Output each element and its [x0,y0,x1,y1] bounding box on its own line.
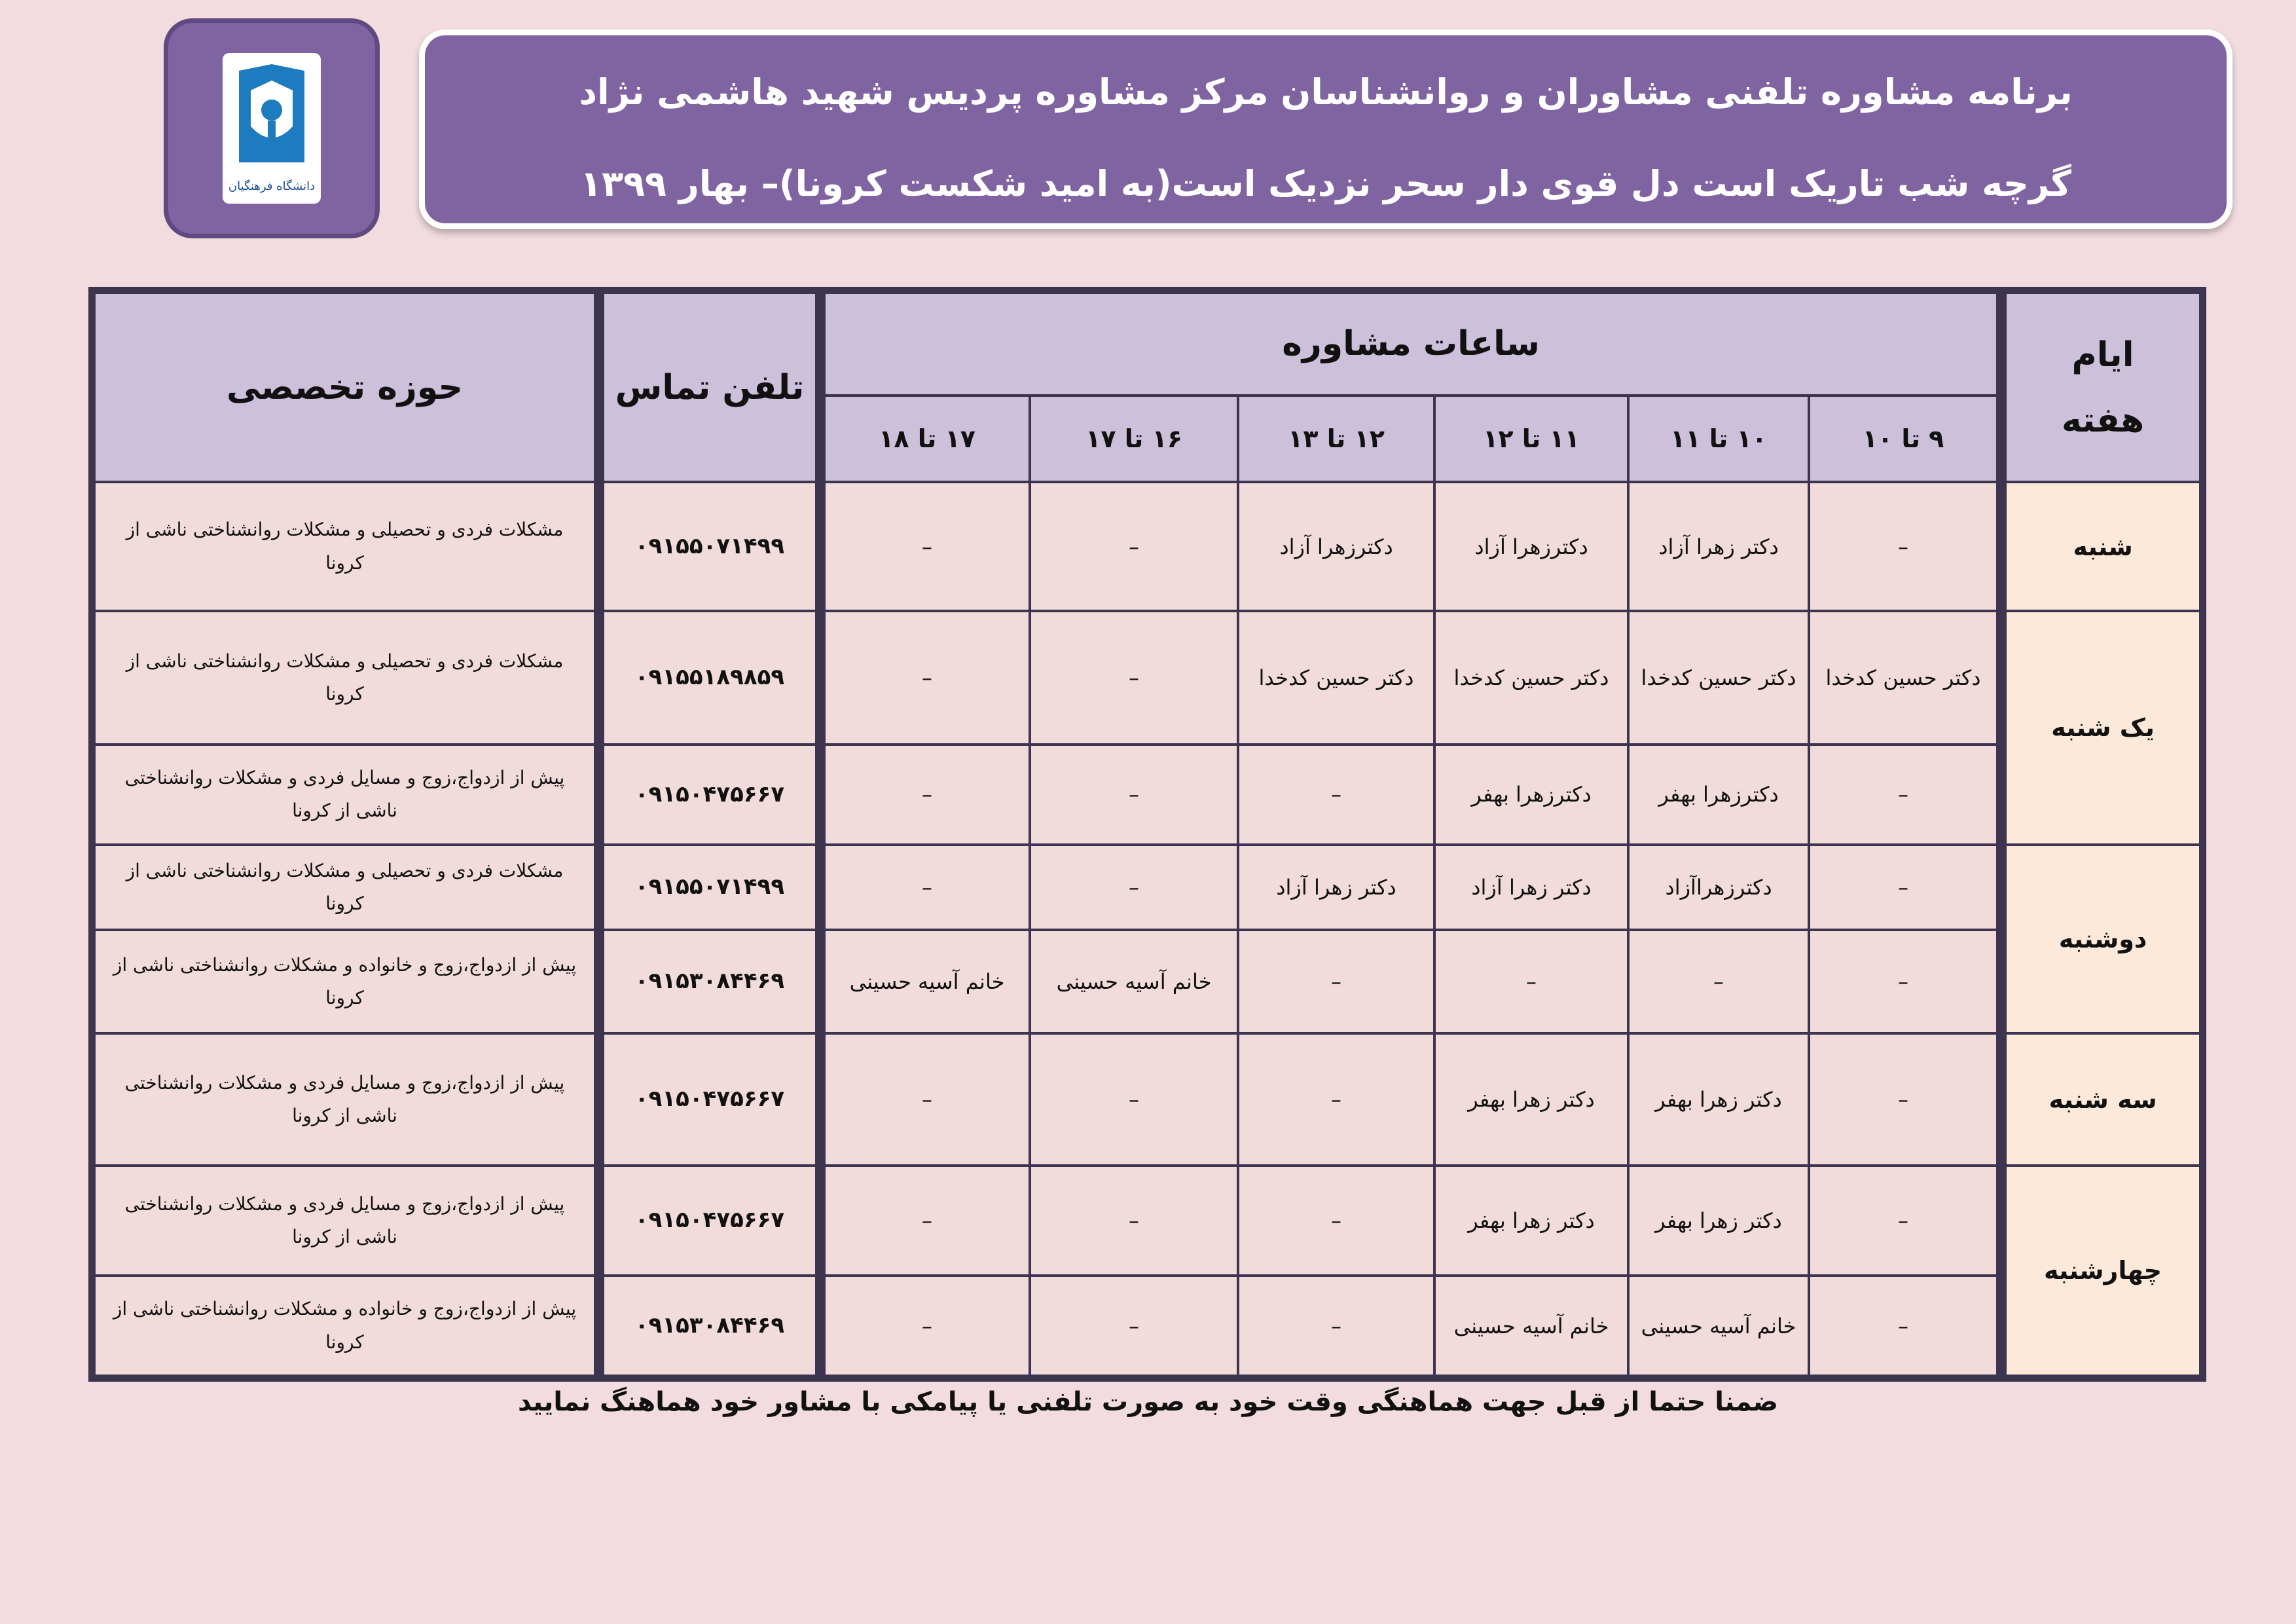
specialty-area: مشکلات فردی و تحصیلی و مشکلات روانشناختی ناشی از کرونا [94,482,595,611]
slot-cell: خانم آسیه حسینی [1628,1276,1809,1376]
phone-number: ۰۹۱۵۳۰۸۴۴۶۹ [595,1276,816,1376]
slot-cell: – [1238,1166,1434,1276]
schedule-table-frame [88,287,2206,1382]
header-days-line1: ایام [2071,335,2134,375]
slot-cell: – [816,845,1030,930]
slot-cell: دکترزهرا آزاد [1434,482,1628,611]
table-row [94,845,2200,930]
slot-cell: دکترزهرا بهفر [1434,745,1628,845]
slot-cell: دکتر زهرا آزاد [1238,845,1434,930]
slot-cell: دکتر زهرا بهفر [1434,1033,1628,1166]
title-banner [419,29,2232,229]
university-logo [164,18,380,238]
slot-cell: – [1809,1276,1997,1376]
slot-header: ۹ تا ۱۰ [1809,396,1997,482]
table-row [94,1033,2200,1166]
slot-cell: – [1238,745,1434,845]
logo-caption: دانشگاه فرهنگیان [228,179,316,193]
day-sunday: یک شنبه [1997,611,2200,845]
header-area: حوزه تخصصی [94,293,595,482]
phone-number: ۰۹۱۵۰۴۷۵۶۶۷ [595,745,816,845]
slot-cell: – [1809,482,1997,611]
slot-cell: – [816,1166,1030,1276]
specialty-area: پیش از ازدواج،زوج و مسایل فردی و مشکلات روانشناختی ناشی از کرونا [94,1033,595,1166]
phone-number: ۰۹۱۵۳۰۸۴۴۶۹ [595,930,816,1033]
slot-cell: – [1628,930,1809,1033]
slot-cell: – [1030,482,1238,611]
slot-cell: – [1809,845,1997,930]
header-days [1997,293,2200,482]
specialty-area: مشکلات فردی و تحصیلی و مشکلات روانشناختی ناشی از کرونا [94,845,595,930]
slot-cell: – [816,482,1030,611]
slot-cell: – [1238,1276,1434,1376]
slot-cell: دکتر زهرا بهفر [1434,1166,1628,1276]
table-row [94,482,2200,611]
slot-cell: – [816,1033,1030,1166]
specialty-area: پیش از ازدواج،زوج و مسایل فردی و مشکلات روانشناختی ناشی از کرونا [94,745,595,845]
page-subtitle: گرچه شب تاریک است دل قوی دار سحر نزدیک است(به امید شکست کرونا)– بهار ۱۳۹۹ [580,163,2071,204]
slot-cell: – [1434,930,1628,1033]
specialty-area: پیش از ازدواج،زوج و خانواده و مشکلات روانشناختی ناشی از کرونا [94,1276,595,1376]
slot-cell: دکترزهراآزاد [1628,845,1809,930]
slot-cell: – [816,611,1030,745]
header-row-1 [94,293,2200,396]
table-row [94,1166,2200,1276]
header-hours: ساعات مشاوره [816,293,1997,396]
specialty-area: مشکلات فردی و تحصیلی و مشکلات روانشناختی ناشی از کرونا [94,611,595,745]
page-title: برنامه مشاوره تلفنی مشاوران و روانشناسان مرکز مشاوره پردیس شهید هاشمی نژاد [579,71,2073,113]
slot-header: ۱۲ تا ۱۳ [1238,396,1434,482]
day-monday: دوشنبه [1997,845,2200,1033]
slot-cell: – [1809,930,1997,1033]
slot-cell: دکتر حسین کدخدا [1434,611,1628,745]
table-row [94,930,2200,1033]
slot-header: ۱۱ تا ۱۲ [1434,396,1628,482]
slot-cell: دکتر زهرا آزاد [1628,482,1809,611]
day-wednesday: چهارشنبه [1997,1166,2200,1376]
slot-cell: – [1030,745,1238,845]
phone-number: ۰۹۱۵۵۰۷۱۴۹۹ [595,482,816,611]
specialty-area: پیش از ازدواج،زوج و مسایل فردی و مشکلات روانشناختی ناشی از کرونا [94,1166,595,1276]
slot-cell: – [816,1276,1030,1376]
slot-cell: خانم آسیه حسینی [1030,930,1238,1033]
slot-cell: دکتر زهرا بهفر [1628,1166,1809,1276]
slot-cell: دکتر حسین کدخدا [1809,611,1997,745]
table-row [94,611,2200,745]
specialty-area: پیش از ازدواج،زوج و خانواده و مشکلات روانشناختی ناشی از کرونا [94,930,595,1033]
day-tuesday: سه شنبه [1997,1033,2200,1166]
logo-emblem [223,53,321,204]
slot-cell: دکتر زهرا آزاد [1434,845,1628,930]
header-days-line2: هفته [2061,400,2145,440]
slot-cell: – [1030,845,1238,930]
slot-cell: – [1030,1276,1238,1376]
slot-header: ۱۷ تا ۱۸ [816,396,1030,482]
slot-cell: – [816,745,1030,845]
header-phone: تلفن تماس [595,293,816,482]
slot-cell: دکترزهرا آزاد [1238,482,1434,611]
phone-number: ۰۹۱۵۵۰۷۱۴۹۹ [595,845,816,930]
slot-cell: – [1030,611,1238,745]
slot-cell: دکتر حسین کدخدا [1628,611,1809,745]
table-row [94,1276,2200,1376]
slot-header: ۱۶ تا ۱۷ [1030,396,1238,482]
footer-note: ضمنا حتما از قبل جهت هماهنگی وقت خود به صورت تلفنی یا پیامکی با مشاور خود هماهنگ نمایید [517,1387,1779,1417]
slot-cell: – [1030,1166,1238,1276]
emblem-icon [232,64,311,175]
slot-cell: – [1238,930,1434,1033]
slot-cell: دکتر حسین کدخدا [1238,611,1434,745]
day-saturday: شنبه [1997,482,2200,611]
slot-cell: دکتر زهرا بهفر [1628,1033,1809,1166]
slot-cell: – [1809,1033,1997,1166]
phone-number: ۰۹۱۵۰۴۷۵۶۶۷ [595,1033,816,1166]
phone-number: ۰۹۱۵۰۴۷۵۶۶۷ [595,1166,816,1276]
table-row [94,745,2200,845]
slot-cell: خانم آسیه حسینی [816,930,1030,1033]
slot-cell: دکترزهرا بهفر [1628,745,1809,845]
slot-cell: – [1809,745,1997,845]
schedule-table [94,293,2200,1376]
slot-cell: خانم آسیه حسینی [1434,1276,1628,1376]
phone-number: ۰۹۱۵۵۱۸۹۸۵۹ [595,611,816,745]
slot-cell: – [1238,1033,1434,1166]
slot-header: ۱۰ تا ۱۱ [1628,396,1809,482]
slot-cell: – [1809,1166,1997,1276]
slot-cell: – [1030,1033,1238,1166]
